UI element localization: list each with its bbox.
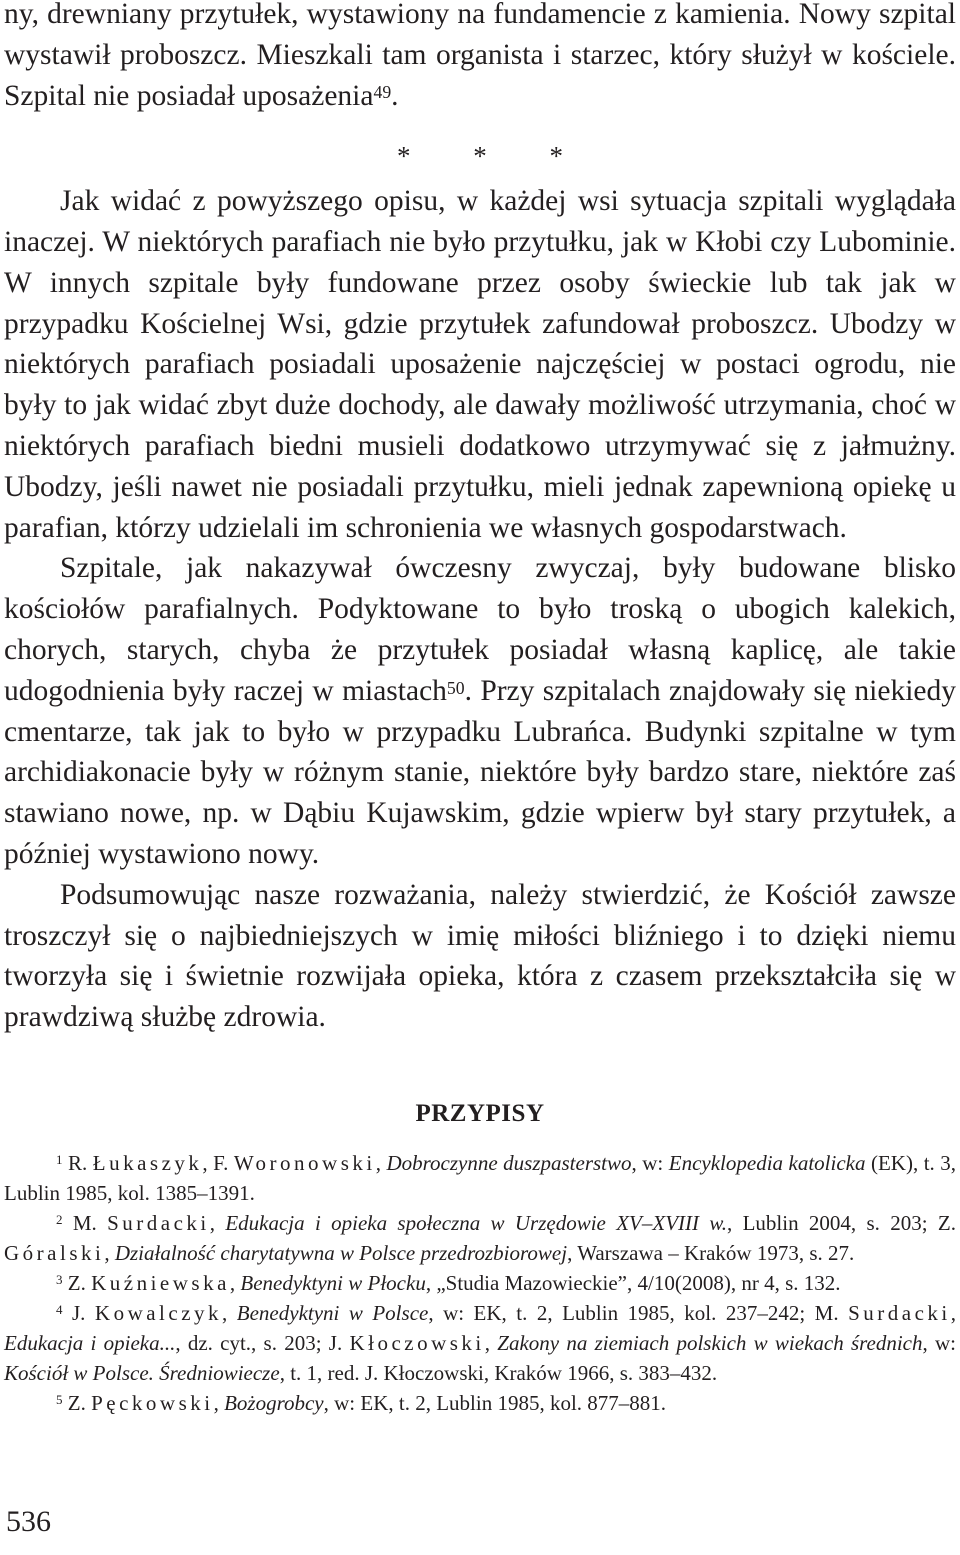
footnote-text: , xyxy=(229,1271,241,1295)
footnote-text: , t. 1, red. J. Kłoczowski, Kraków 1966, s. 383–432. xyxy=(279,1361,718,1385)
footnote-text: , xyxy=(950,1301,956,1325)
author-name: Kłoczowski xyxy=(349,1331,485,1355)
footnote-text: , w: EK, t. 2, Lublin 1985, kol. 877–881. xyxy=(323,1391,667,1415)
paragraph-text: ny, drewniany przytułek, wystawiony na fundamencie z kamienia. Nowy szpital wystawił proboszcz. Mieszkali tam organista i starzec, który służył w kościele. Szpital nie posiadał uposażenia xyxy=(4,0,956,112)
footnote-text: , xyxy=(213,1391,225,1415)
author-name: Pęckowski xyxy=(91,1391,214,1415)
footnote-number: 2 xyxy=(56,1212,63,1228)
work-title: Działalność charytatywna w Polsce przedrozbiorowej xyxy=(114,1241,568,1265)
footnotes-list xyxy=(4,1148,956,1418)
author-name: Góralski xyxy=(4,1241,105,1265)
footnote-text: , Lublin 2004, s. 203; Z. xyxy=(727,1211,956,1235)
footnote-text: , xyxy=(375,1151,387,1175)
author-name: Surdacki xyxy=(107,1211,210,1235)
work-title: Bożogrobcy xyxy=(224,1391,324,1415)
footnote-text: , „Studia Mazowieckie”, 4/10(2008), nr 4, s. 132. xyxy=(425,1271,841,1295)
work-title: Benedyktyni w Polsce xyxy=(236,1301,429,1325)
footnote-text: , dz. cyt., s. 203; J. xyxy=(175,1331,350,1355)
paragraph: Jak widać z powyższego opisu, w każdej wsi sytuacja szpitali wyglądała inaczej. W niektórych parafiach nie było przytułku, jak w Kłobi czy Lubominie. W innych szpitale były fundowane przez osoby świeckie lub tak jak w przypadku Kościelnej Wsi, gdzie przytułek zafundował proboszcz. Ubodzy w niektórych parafiach posiadali uposażenie najczęściej w postaci ogrodu, nie były to jak widać zbyt duże dochody, ale dawały możliwość utrzymania, choć w niektórych parafiach biedni musieli dodatkowo utrzymywać się z jałmużny. Ubodzy, jeśli nawet nie posiadali przytułku, mieli jednak zapewnioną opiekę u parafian, którzy udzielali im schronienia we własnych gospodarstwach. xyxy=(4,185,956,544)
main-text xyxy=(4,0,956,1038)
footnote-text: , w: xyxy=(631,1151,669,1175)
footnote-number: 1 xyxy=(56,1152,63,1168)
footnote-text: , xyxy=(484,1331,498,1355)
work-title: Encyklopedia katolicka xyxy=(668,1151,866,1175)
work-title: Edukacja i opieka... xyxy=(4,1331,176,1355)
footnote-text: , w: EK, t. 2, Lublin 1985, kol. 237–242; M. xyxy=(428,1301,849,1325)
footnote-text: Z. xyxy=(67,1391,92,1415)
footnotes-heading: PRZYPISY xyxy=(415,1100,545,1127)
footnote xyxy=(4,1388,956,1418)
footnote-number: 3 xyxy=(56,1272,63,1288)
footnote xyxy=(4,1298,956,1388)
footnote-text: (EK), t. 3, Lublin 1985, kol. 1385–1391. xyxy=(4,1151,957,1205)
work-title: Edukacja i opieka społeczna w Urzędowie XV–XVIII w. xyxy=(225,1211,728,1235)
author-name: Kuźniewska xyxy=(91,1271,230,1295)
footnote-text: , Warszawa – Kraków 1973, s. 27. xyxy=(567,1241,855,1265)
author-name: Kowalczyk xyxy=(94,1301,223,1325)
author-name: Woronowski xyxy=(233,1151,376,1175)
footnote-text: J. xyxy=(72,1301,95,1325)
paragraph-text: . Przy szpitalach znajdowały się niekiedy cmentarze, tak jak to było w przypadku Lubrańca. Budynki szpitalne w tym archidiakonacie były w różnym stanie, niektóre były bardzo stare, niektóre zaś stawiano nowe, np. w Dąbiu Kujawskim, gdzie wpierw był stary przytułek, a później wystawiono nowy. xyxy=(4,674,957,870)
footnote-number: 5 xyxy=(56,1392,63,1408)
section-separator: * * * xyxy=(397,141,591,172)
work-title: Zakony na ziemiach polskich w wiekach średnich xyxy=(497,1331,923,1355)
paragraph xyxy=(4,548,956,874)
page-number: 536 xyxy=(6,1505,51,1538)
author-name: Surdacki xyxy=(848,1301,951,1325)
paragraph-text: . xyxy=(391,79,399,112)
paragraph-text: Szpitale, jak nakazywał ówczesny zwyczaj, były budowane blisko kościołów parafialnych. Podyktowane to było troską o ubogich kalekich, chorych, starych, chyba że przytułek posiadał własną kaplicę, ale takie udogodnienia były raczej w miastach xyxy=(4,552,956,707)
footnote-reference: 49 xyxy=(373,82,392,103)
paragraph xyxy=(4,0,956,116)
author-name: Łukaszyk xyxy=(92,1151,203,1175)
footnote-text: R. xyxy=(68,1151,93,1175)
footnote-text: Z. xyxy=(67,1271,92,1295)
footnote xyxy=(4,1208,956,1268)
footnote-text: , xyxy=(209,1211,226,1235)
footnote-text: , F. xyxy=(202,1151,234,1175)
footnote-number: 4 xyxy=(56,1302,63,1318)
work-title: Dobroczynne duszpasterstwo xyxy=(386,1151,632,1175)
work-title: Kościół w Polsce. Średniowiecze xyxy=(4,1361,280,1385)
footnote-reference: 50 xyxy=(446,677,465,698)
footnote-text: , w: xyxy=(922,1331,957,1355)
work-title: Benedyktyni w Płocku xyxy=(240,1271,426,1295)
footnote xyxy=(4,1268,956,1298)
footnote-text: , xyxy=(222,1301,237,1325)
paragraph: Podsumowując nasze rozważania, należy stwierdzić, że Kościół zawsze troszczył się o najbiedniejszych w imię miłości bliźniego i to dzięki niemu tworzyła się i świetnie rozwijała opieka, która z czasem przekształciła się w prawdziwą służbę zdrowia. xyxy=(4,878,956,1034)
footnote-text: M. xyxy=(72,1211,108,1235)
footnote xyxy=(4,1148,956,1208)
footnote-text: , xyxy=(104,1241,115,1265)
